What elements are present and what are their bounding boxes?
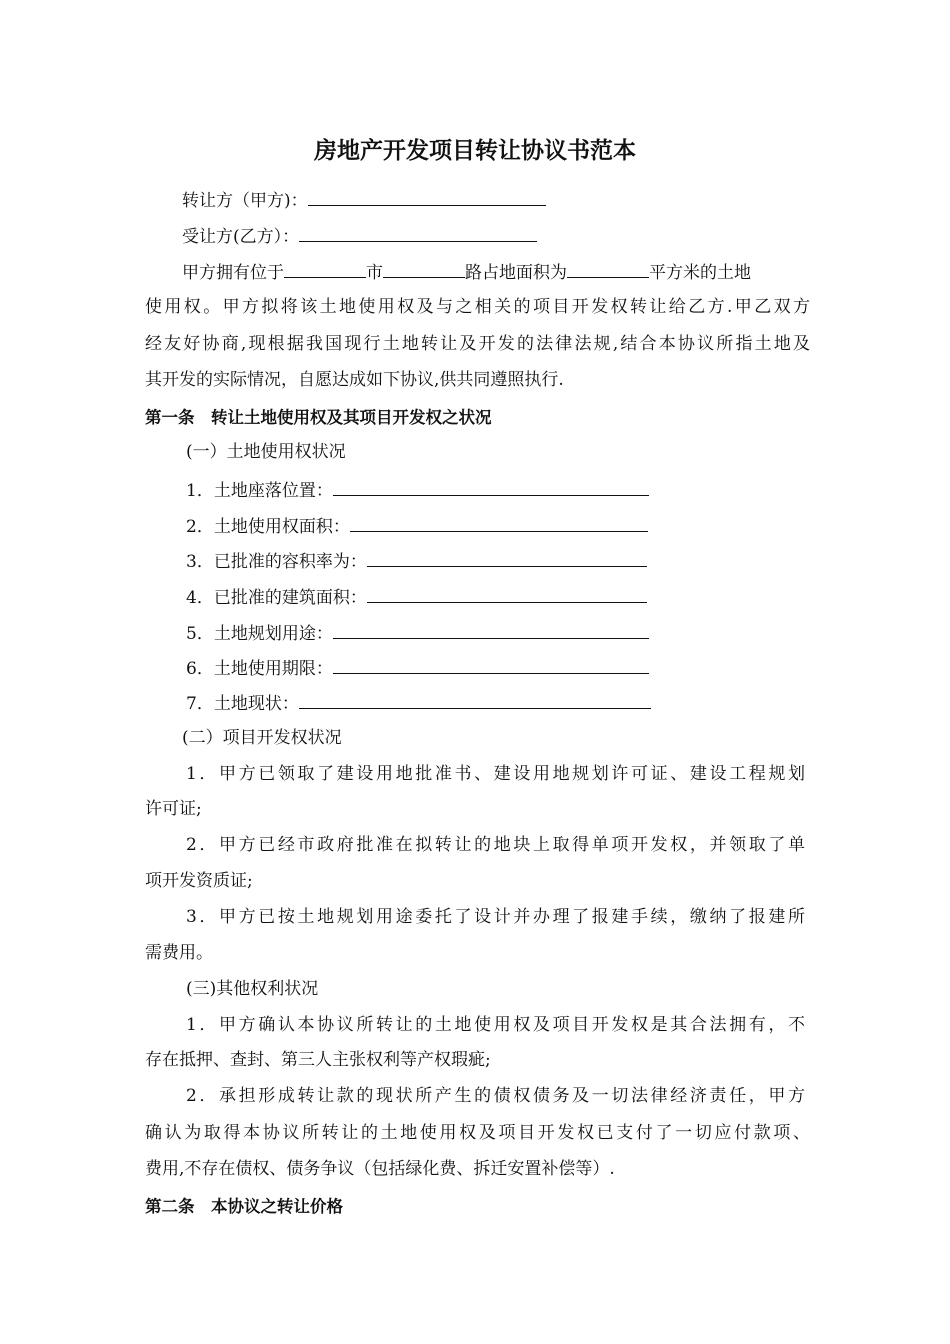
article-2-heading: 第二条 本协议之转让价格 [145,1197,343,1216]
intro-line-3: 经友好协商,现根据我国现行土地转让及开发的法律法规,结合本协议所指土地及 [145,334,810,354]
party-a-label: 转让方（甲方)： [182,191,308,211]
subsection-3-heading: (三)其他权利状况 [186,979,319,999]
intro-text: 路占地面积为 [465,263,567,283]
road-blank [383,259,465,278]
land-item-blank [333,477,649,496]
dev-right-item-1-line-1: 1．甲方已领取了建设用地批准书、建设用地规划许可证、建设工程规划 [186,764,805,784]
subsection-2-heading: (二）项目开发权状况 [182,728,342,748]
party-b-line [182,223,847,249]
party-a-line [182,187,847,213]
other-right-item-2-line-1: 2．承担形成转让款的现状所产生的债权债务及一切法律经济责任，甲方 [186,1086,805,1106]
land-item-blank [299,690,651,709]
party-a-blank [308,187,546,206]
intro-text: 市 [366,263,383,283]
land-item-label: 4．已批准的建筑面积： [186,588,367,608]
document-title: 房地产开发项目转让协议书范本 [314,138,636,164]
land-item-blank [367,584,647,603]
land-item-blank [367,548,647,567]
intro-line-2: 使用权。甲方拟将该土地使用权及与之相关的项目开发权转让给乙方.甲乙双方 [145,297,810,317]
dev-right-item-1-line-2: 许可证; [145,799,202,819]
land-item-blank [350,513,648,532]
intro-line-1 [182,259,847,285]
land-item-label: 6．土地使用期限： [186,659,333,679]
land-item-2 [186,513,851,539]
other-right-item-2-line-3: 费用,不存在债权、债务争议（包括绿化费、拆迁安置补偿等）. [145,1159,615,1179]
article-1-heading: 第一条 转让土地使用权及其项目开发权之状况 [145,408,492,427]
intro-line-4: 其开发的实际情况，自愿达成如下协议,供共同遵照执行. [145,370,564,390]
other-right-item-2-line-2: 确认为取得本协议所转让的土地使用权及项目开发权已支付了一切应付款项、 [145,1123,810,1143]
dev-right-item-3-line-2: 需费用。 [145,943,213,963]
dev-right-item-2-line-1: 2．甲方已经市政府批准在拟转让的地块上取得单项开发权，并领取了单 [186,835,805,855]
dev-right-item-3-line-1: 3．甲方已按土地规划用途委托了设计并办理了报建手续，缴纳了报建所 [186,907,805,927]
land-item-label: 5．土地规划用途： [186,624,333,644]
land-item-5 [186,620,851,646]
land-item-label: 2．土地使用权面积： [186,517,350,537]
land-item-1 [186,477,851,503]
land-item-4 [186,584,851,610]
subsection-1-heading: (一）土地使用权状况 [186,442,346,462]
land-item-6 [186,655,851,681]
land-item-blank [333,620,649,639]
intro-text: 甲方拥有位于 [182,263,284,283]
land-item-label: 7．土地现状： [186,694,299,714]
land-item-3 [186,548,851,574]
other-right-item-1-line-1: 1．甲方确认本协议所转让的土地使用权及项目开发权是其合法拥有，不 [186,1015,805,1035]
party-b-blank [299,223,537,242]
land-item-7 [186,690,851,716]
area-blank [567,259,649,278]
land-item-blank [333,655,649,674]
land-item-label: 1．土地座落位置： [186,481,333,501]
land-item-label: 3．已批准的容积率为： [186,552,367,572]
intro-text: 平方米的土地 [649,263,751,283]
other-right-item-1-line-2: 存在抵押、查封、第三人主张权利等产权瑕疵; [145,1050,491,1070]
location-blank [284,259,366,278]
dev-right-item-2-line-2: 项开发资质证; [145,871,253,891]
party-b-label: 受让方(乙方）： [182,227,300,247]
